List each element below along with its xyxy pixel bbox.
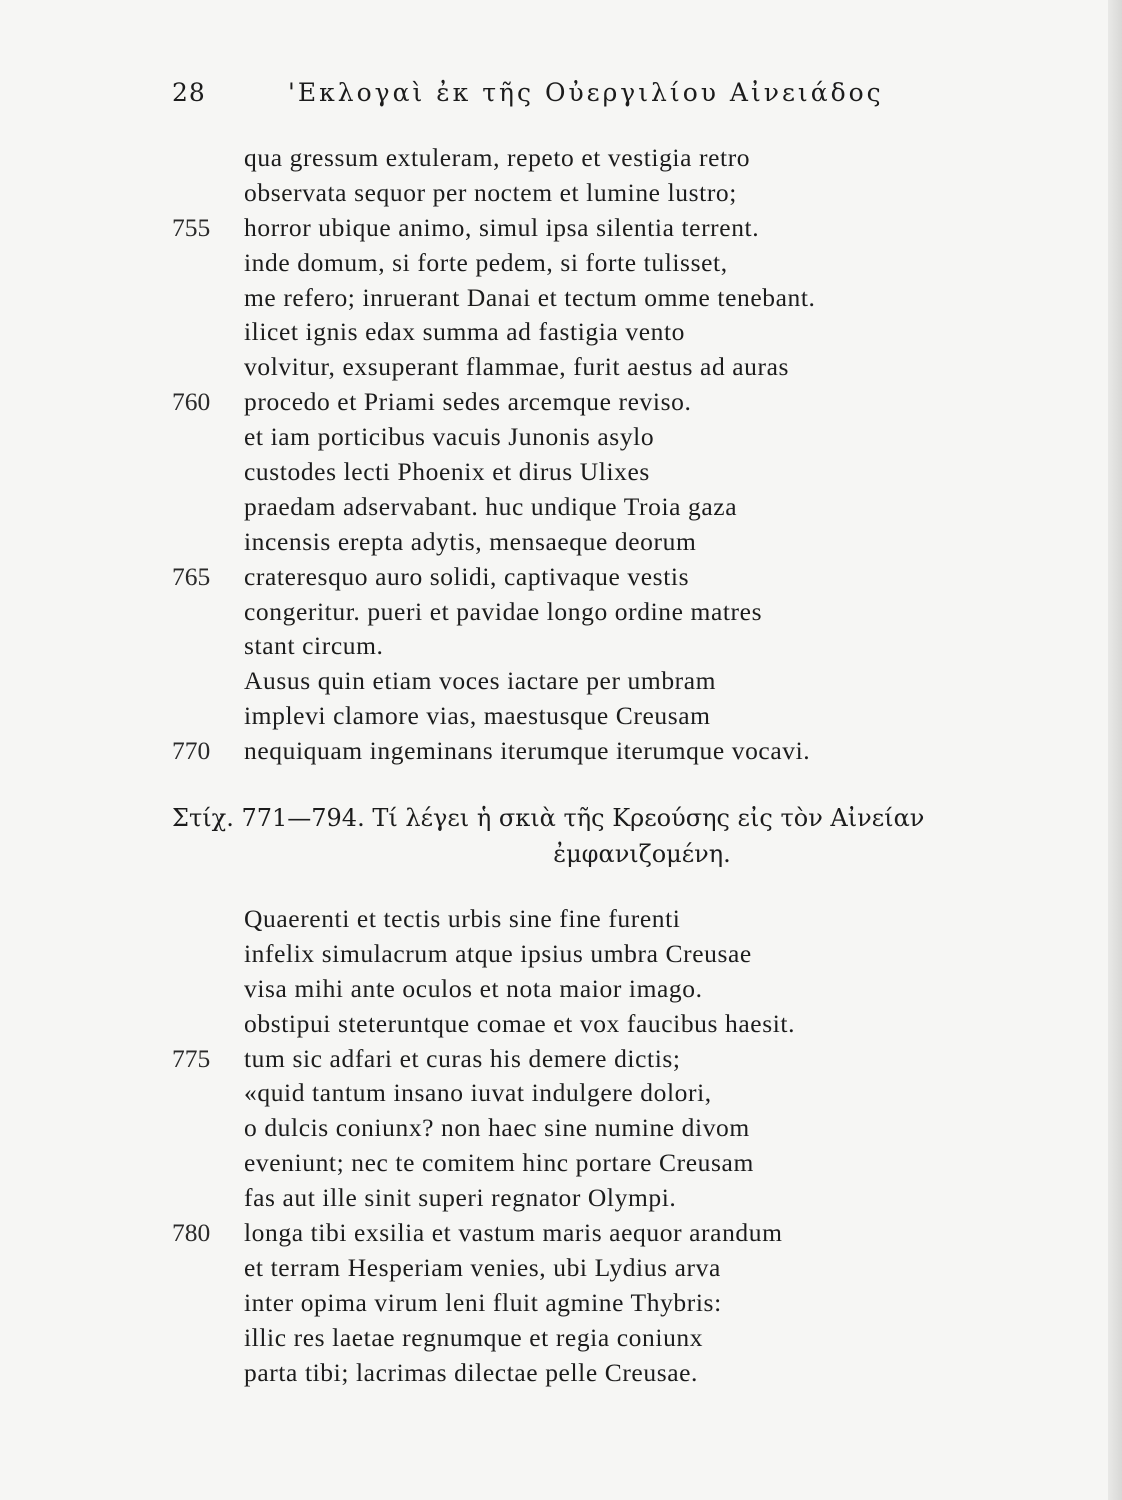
verse-line [172,176,1052,211]
verse-line [172,455,1052,490]
verse-text: tum sic adfari et curas his demere dictis; [244,1043,681,1073]
verse-line [172,972,1052,1007]
verse-block-2 [172,902,1052,1390]
verse-line [172,699,1052,734]
line-number: 770 [172,736,211,766]
section-heading [172,800,1052,872]
verse-line [172,1076,1052,1111]
verse-line [172,141,1052,176]
verse-line [172,595,1052,630]
verse-text: praedam adservabant. huc undique Troia gaza [244,491,738,521]
verse-text: horror ubique animo, simul ipsa silentia terrent. [244,212,760,242]
running-title: 'Εκλογαὶ ἐκ τῆς Οὐεργιλίου Αἰνειάδος [288,78,884,107]
verse-text: implevi clamore vias, maestusque Creusam [244,701,711,731]
section-heading-line-2: ἐμφανιζομένη. [553,840,731,868]
page-number: 28 [172,78,206,107]
verse-line [172,1251,1052,1286]
verse-line [172,560,1052,595]
verse-text: infelix simulacrum atque ipsius umbra Creusae [244,938,752,968]
verse-line [172,734,1052,769]
line-number: 780 [172,1218,211,1248]
verse-text: et terram Hesperiam venies, ubi Lydius arva [244,1252,721,1282]
verse-line [172,490,1052,525]
verse-line [172,1007,1052,1042]
verse-text: longa tibi exsilia et vastum maris aequor arandum [244,1218,783,1248]
verse-line [172,1286,1052,1321]
verse-text: illic res laetae regnumque et regia coniunx [244,1322,704,1352]
verse-text: Ausus quin etiam voces iactare per umbram [244,666,717,696]
verse-text: congeritur. pueri et pavidae longo ordine matres [244,596,763,626]
verse-text: me refero; inruerant Danai et tectum omme tenebant. [244,282,816,312]
verse-text: et iam porticibus vacuis Junonis asylo [244,422,655,452]
verse-text: crateresquo auro solidi, captivaque vestis [244,561,690,591]
verse-text: Quaerenti et tectis urbis sine fine furenti [244,904,681,933]
verse-text: observata sequor per noctem et lumine lustro; [244,177,737,207]
verse-line [172,246,1052,281]
verse-text: eveniunt; nec te comitem hinc portare Creusam [244,1148,754,1178]
verse-text: stant circum. [244,631,384,661]
verse-text: visa mihi ante oculos et nota maior imago. [244,973,703,1003]
verse-text: volvitur, exsuperant flammae, furit aestus ad auras [244,352,790,382]
verse-text: inter opima virum leni fluit agmine Thybris: [244,1287,722,1317]
verse-text: qua gressum extuleram, repeto et vestigia retro [244,143,751,172]
verse-line [172,664,1052,699]
verse-block-1 [172,141,1052,769]
verse-line [172,281,1052,316]
verse-line [172,937,1052,972]
section-heading-line-1: Στίχ. 771—794. Τί λέγει ἡ σκιὰ τῆς Κρεούσης εἰς τὸν Αἰνείαν [172,804,925,832]
line-number: 775 [172,1043,211,1073]
verse-text: o dulcis coniunx? non haec sine numine divom [244,1113,750,1143]
verse-text: parta tibi; lacrimas dilectae pelle Creusae. [244,1357,699,1387]
line-number: 755 [172,212,211,242]
running-header [172,78,962,118]
verse-text: obstipui steteruntque comae et vox faucibus haesit. [244,1008,796,1038]
verse-line [172,1042,1052,1077]
verse-line [172,1356,1052,1391]
verse-line [172,525,1052,560]
verse-text: inde domum, si forte pedem, si forte tulisset, [244,247,728,277]
verse-text: procedo et Priami sedes arcemque reviso. [244,387,692,417]
verse-text: «quid tantum insano iuvat indulgere dolori, [244,1078,712,1108]
verse-text: nequiquam ingeminans iterumque iterumque vocavi. [244,736,811,766]
verse-line [172,629,1052,664]
verse-line [172,315,1052,350]
verse-line [172,350,1052,385]
verse-line [172,1216,1052,1251]
line-number: 765 [172,561,211,591]
verse-line [172,1111,1052,1146]
verse-line [172,1181,1052,1216]
verse-line [172,211,1052,246]
verse-text: ilicet ignis edax summa ad fastigia vento [244,317,685,347]
page-edge [1108,0,1122,1500]
verse-line [172,385,1052,420]
verse-line [172,902,1052,937]
verse-text: custodes lecti Phoenix et dirus Ulixes [244,457,650,487]
verse-line [172,1321,1052,1356]
verse-text: fas aut ille sinit superi regnator Olympi. [244,1183,677,1213]
verse-text: incensis erepta adytis, mensaeque deorum [244,526,697,556]
verse-line [172,420,1052,455]
line-number: 760 [172,387,211,417]
verse-line [172,1146,1052,1181]
